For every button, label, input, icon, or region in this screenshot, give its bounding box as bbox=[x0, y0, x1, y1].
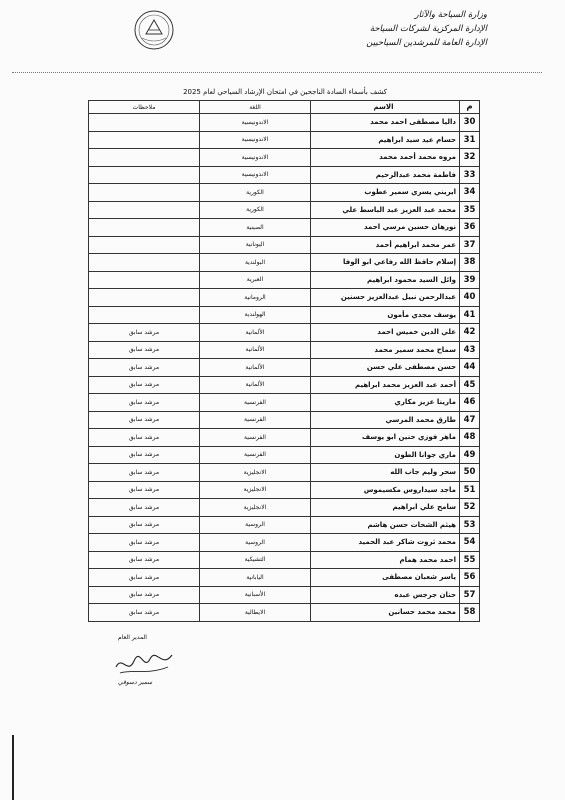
table-row bbox=[89, 166, 480, 184]
table-row bbox=[89, 184, 480, 202]
row-name: ماهر فوزي حنين ابو يوسف bbox=[311, 429, 460, 447]
table-row bbox=[89, 569, 480, 587]
row-name: سامح علي ابراهيم bbox=[311, 499, 460, 517]
row-notes: مرشد سابق bbox=[89, 569, 200, 587]
row-name: سماح محمد سمير محمد bbox=[311, 341, 460, 359]
row-number: 47 bbox=[460, 411, 480, 429]
row-number: 54 bbox=[460, 534, 480, 552]
row-name: ياسر شعبان مصطفى bbox=[311, 569, 460, 587]
row-language: الاندونيسية bbox=[200, 131, 311, 149]
row-name: مارينا عزيز مكاري bbox=[311, 394, 460, 412]
general-admin-name: الإدارة العامة للمرشدين السياحيين bbox=[366, 38, 487, 48]
table-row bbox=[89, 306, 480, 324]
row-language: الكورية bbox=[200, 201, 311, 219]
row-language: الهولندية bbox=[200, 306, 311, 324]
row-notes bbox=[89, 306, 200, 324]
row-notes: مرشد سابق bbox=[89, 376, 200, 394]
col-header-notes: ملاحظات bbox=[89, 101, 200, 114]
row-notes: مرشد سابق bbox=[89, 394, 200, 412]
table-row bbox=[89, 341, 480, 359]
row-name: محمد عبد العزيز عبد الباسط علي bbox=[311, 201, 460, 219]
table-row bbox=[89, 131, 480, 149]
row-name: عبدالرحمن نبيل عبدالعزيز حسنين bbox=[311, 289, 460, 307]
row-notes: مرشد سابق bbox=[89, 481, 200, 499]
row-notes: مرشد سابق bbox=[89, 359, 200, 377]
row-number: 39 bbox=[460, 271, 480, 289]
table-row bbox=[89, 219, 480, 237]
row-language: الفرنسية bbox=[200, 446, 311, 464]
row-name: إسلام حافظ الله رفاعي ابو الوفا bbox=[311, 254, 460, 272]
document-title: كشف بأسماء السادة الناجحين في امتحان الإرشاد السياحي لعام 2025 bbox=[183, 88, 387, 96]
table-row bbox=[89, 376, 480, 394]
header-divider bbox=[12, 72, 542, 73]
row-number: 50 bbox=[460, 464, 480, 482]
row-number: 42 bbox=[460, 324, 480, 342]
row-number: 35 bbox=[460, 201, 480, 219]
results-table bbox=[88, 100, 480, 622]
table-row bbox=[89, 359, 480, 377]
row-notes bbox=[89, 114, 200, 132]
row-notes bbox=[89, 201, 200, 219]
row-language: الفرنسية bbox=[200, 411, 311, 429]
row-language: الانجليزية bbox=[200, 481, 311, 499]
row-notes bbox=[89, 184, 200, 202]
row-number: 43 bbox=[460, 341, 480, 359]
row-number: 57 bbox=[460, 586, 480, 604]
row-name: طارق محمد المرسي bbox=[311, 411, 460, 429]
row-number: 56 bbox=[460, 569, 480, 587]
row-number: 51 bbox=[460, 481, 480, 499]
table-row bbox=[89, 271, 480, 289]
signatory-title: المدير العام bbox=[118, 634, 147, 641]
row-number: 58 bbox=[460, 604, 480, 622]
row-name: سحر وليم جاب الله bbox=[311, 464, 460, 482]
letterhead bbox=[366, 8, 487, 50]
row-name: مروه محمد أحمد محمد bbox=[311, 149, 460, 167]
row-notes bbox=[89, 289, 200, 307]
row-number: 32 bbox=[460, 149, 480, 167]
table-row bbox=[89, 499, 480, 517]
row-notes: مرشد سابق bbox=[89, 464, 200, 482]
row-language: الألمانية bbox=[200, 359, 311, 377]
row-name: وائل السيد محمود ابراهيم bbox=[311, 271, 460, 289]
table-header-row bbox=[89, 101, 480, 114]
table-row bbox=[89, 464, 480, 482]
row-notes bbox=[89, 219, 200, 237]
row-language: الألمانية bbox=[200, 341, 311, 359]
row-number: 44 bbox=[460, 359, 480, 377]
table-row bbox=[89, 516, 480, 534]
row-name: يوسف مجدي مأمون bbox=[311, 306, 460, 324]
row-name: محمد محمد حسانين bbox=[311, 604, 460, 622]
table-row bbox=[89, 446, 480, 464]
table-row bbox=[89, 481, 480, 499]
row-notes: مرشد سابق bbox=[89, 411, 200, 429]
row-name: ايريني يسري سمير عطوب bbox=[311, 184, 460, 202]
row-language: الانجليزية bbox=[200, 464, 311, 482]
row-name: علي الدين خميس احمد bbox=[311, 324, 460, 342]
row-notes: مرشد سابق bbox=[89, 516, 200, 534]
row-name: هيثم الشحات حسن هاشم bbox=[311, 516, 460, 534]
table-row bbox=[89, 429, 480, 447]
row-language: الاندونيسية bbox=[200, 149, 311, 167]
department-name: الإدارة المركزية لشركات السياحة bbox=[369, 24, 487, 34]
row-language: الألمانية bbox=[200, 324, 311, 342]
row-number: 48 bbox=[460, 429, 480, 447]
row-language: الكورية bbox=[200, 184, 311, 202]
row-name: احمد محمد همام bbox=[311, 551, 460, 569]
row-notes: مرشد سابق bbox=[89, 551, 200, 569]
row-language: البولندية bbox=[200, 254, 311, 272]
signatory-name: سمير دسوقي bbox=[118, 679, 153, 686]
row-name: ماجد سيداروس مكسيموس bbox=[311, 481, 460, 499]
row-name: حسن مصطفى علي حسن bbox=[311, 359, 460, 377]
scan-edge-mark bbox=[12, 735, 14, 800]
row-name: حنان جرجس عبده bbox=[311, 586, 460, 604]
row-language: الرومانية bbox=[200, 289, 311, 307]
row-language: الاندونيسية bbox=[200, 114, 311, 132]
row-number: 49 bbox=[460, 446, 480, 464]
row-name: محمد ثروت شاكر عبد الحميد bbox=[311, 534, 460, 552]
row-notes: مرشد سابق bbox=[89, 446, 200, 464]
row-notes: مرشد سابق bbox=[89, 586, 200, 604]
row-language: الروسية bbox=[200, 516, 311, 534]
table-row bbox=[89, 236, 480, 254]
row-language: الألمانية bbox=[200, 376, 311, 394]
table-row bbox=[89, 534, 480, 552]
row-number: 41 bbox=[460, 306, 480, 324]
row-number: 36 bbox=[460, 219, 480, 237]
row-notes: مرشد سابق bbox=[89, 429, 200, 447]
row-language: الفرنسية bbox=[200, 429, 311, 447]
ministry-logo bbox=[122, 8, 186, 52]
row-notes bbox=[89, 149, 200, 167]
table-row bbox=[89, 289, 480, 307]
row-number: 55 bbox=[460, 551, 480, 569]
row-notes: مرشد سابق bbox=[89, 341, 200, 359]
row-number: 37 bbox=[460, 236, 480, 254]
table-row bbox=[89, 586, 480, 604]
row-language: الأسبانية bbox=[200, 586, 311, 604]
row-number: 52 bbox=[460, 499, 480, 517]
row-language: الاندونيسية bbox=[200, 166, 311, 184]
row-number: 31 bbox=[460, 131, 480, 149]
table-row bbox=[89, 551, 480, 569]
row-language: اليابانية bbox=[200, 569, 311, 587]
table-row bbox=[89, 324, 480, 342]
row-language: التشيكية bbox=[200, 551, 311, 569]
table-row bbox=[89, 201, 480, 219]
col-header-name: الاسم bbox=[311, 101, 460, 114]
row-name: نورهان حسين مرسي احمد bbox=[311, 219, 460, 237]
row-language: الصينية bbox=[200, 219, 311, 237]
row-language: الايطالية bbox=[200, 604, 311, 622]
ministry-name: وزارة السياحة والآثار bbox=[414, 10, 487, 20]
table-row bbox=[89, 149, 480, 167]
row-notes: مرشد سابق bbox=[89, 604, 200, 622]
row-notes bbox=[89, 166, 200, 184]
table-row bbox=[89, 604, 480, 622]
row-notes: مرشد سابق bbox=[89, 499, 200, 517]
row-number: 38 bbox=[460, 254, 480, 272]
table-row bbox=[89, 411, 480, 429]
row-notes bbox=[89, 236, 200, 254]
row-notes: مرشد سابق bbox=[89, 534, 200, 552]
row-name: حسام عيد سيد ابراهيم bbox=[311, 131, 460, 149]
row-number: 45 bbox=[460, 376, 480, 394]
row-language: الفرنسية bbox=[200, 394, 311, 412]
row-number: 34 bbox=[460, 184, 480, 202]
row-name: أحمد عبد العزيز محمد ابراهيم bbox=[311, 376, 460, 394]
row-notes bbox=[89, 271, 200, 289]
row-name: فاطمة محمد عبدالرحيم bbox=[311, 166, 460, 184]
row-language: الروسية bbox=[200, 534, 311, 552]
row-name: داليا مصطفى احمد محمد bbox=[311, 114, 460, 132]
row-notes bbox=[89, 254, 200, 272]
row-number: 46 bbox=[460, 394, 480, 412]
table-row bbox=[89, 114, 480, 132]
row-language: العبرية bbox=[200, 271, 311, 289]
row-notes: مرشد سابق bbox=[89, 324, 200, 342]
table-row bbox=[89, 254, 480, 272]
row-language: اليونانية bbox=[200, 236, 311, 254]
row-number: 53 bbox=[460, 516, 480, 534]
row-number: 33 bbox=[460, 166, 480, 184]
row-number: 30 bbox=[460, 114, 480, 132]
row-name: ماري جوانا الطون bbox=[311, 446, 460, 464]
col-header-num: م bbox=[460, 101, 480, 114]
row-language: الانجليزية bbox=[200, 499, 311, 517]
row-notes bbox=[89, 131, 200, 149]
table-row bbox=[89, 394, 480, 412]
col-header-language: اللغة bbox=[200, 101, 311, 114]
row-number: 40 bbox=[460, 289, 480, 307]
row-name: عمر محمد ابراهيم أحمد bbox=[311, 236, 460, 254]
